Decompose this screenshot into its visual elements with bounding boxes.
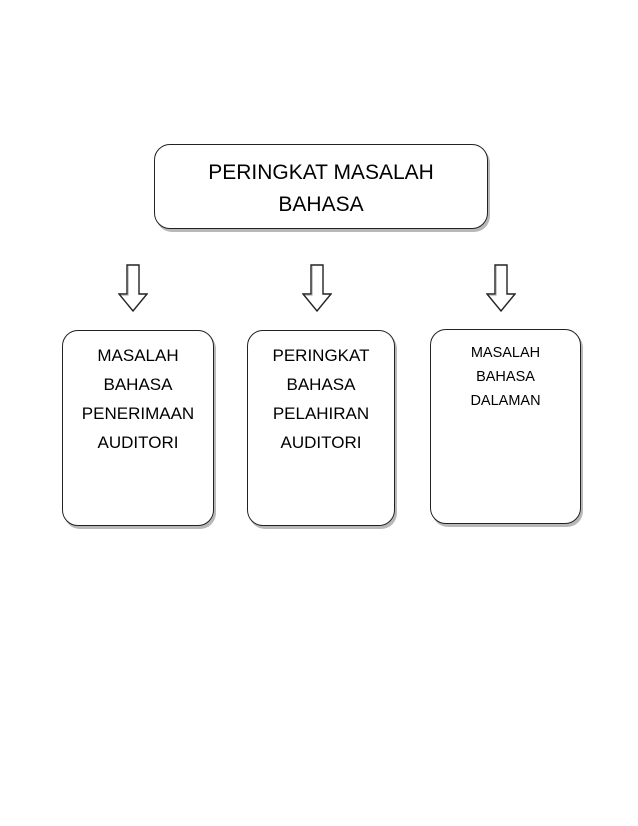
down-arrow-icon	[302, 264, 332, 312]
down-arrow-icon	[118, 264, 148, 312]
child-node-label: MASALAH BAHASA DALAMAN	[470, 345, 541, 409]
child-node-label: PERINGKAT BAHASA PELAHIRAN AUDITORI	[272, 346, 370, 452]
child-node-box-expressive	[247, 330, 395, 526]
child-node-box-receptive	[62, 330, 214, 526]
root-node-label: PERINGKAT MASALAH BAHASA	[208, 161, 434, 216]
down-arrow-icon	[486, 264, 516, 312]
root-node-box	[154, 144, 488, 229]
child-node-label: MASALAH BAHASA PENERIMAAN AUDITORI	[81, 346, 195, 452]
child-node-box-internal	[430, 329, 581, 524]
